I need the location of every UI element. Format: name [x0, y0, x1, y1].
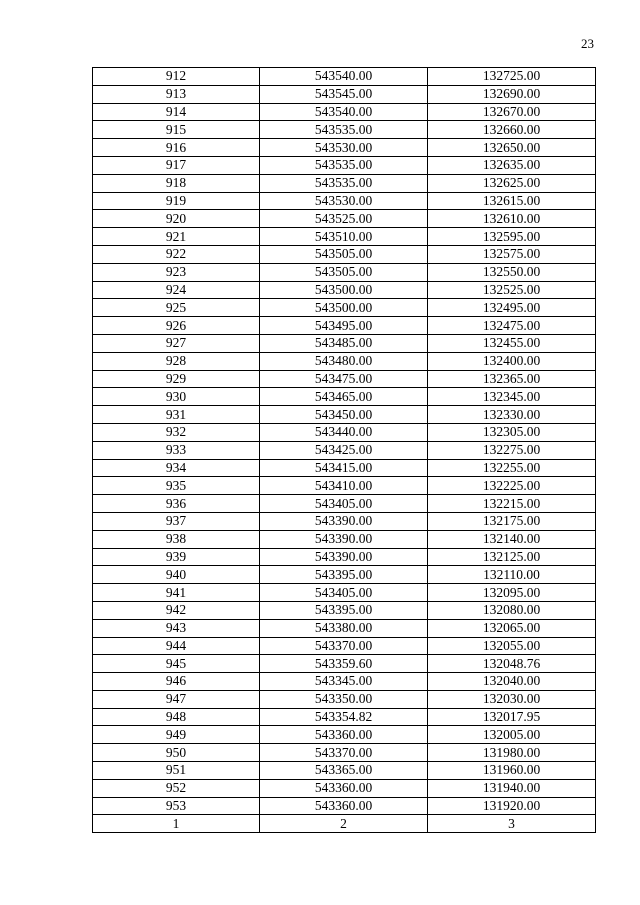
point-number-cell: 952	[93, 779, 260, 797]
x-coordinate-cell: 543405.00	[260, 584, 428, 602]
y-coordinate-cell: 132225.00	[428, 477, 596, 495]
table-row	[93, 495, 596, 513]
table-row	[93, 584, 596, 602]
point-number-cell: 912	[93, 68, 260, 86]
table-row	[93, 281, 596, 299]
x-coordinate-cell: 543465.00	[260, 388, 428, 406]
table-row	[93, 530, 596, 548]
table-row	[93, 245, 596, 263]
y-coordinate-cell: 132610.00	[428, 210, 596, 228]
page-number: 23	[581, 36, 594, 51]
x-coordinate-cell: 543390.00	[260, 512, 428, 530]
y-coordinate-cell: 132095.00	[428, 584, 596, 602]
x-coordinate-cell: 543530.00	[260, 139, 428, 157]
point-number-cell: 941	[93, 584, 260, 602]
table-row	[93, 726, 596, 744]
y-coordinate-cell: 132030.00	[428, 690, 596, 708]
x-coordinate-cell: 543395.00	[260, 601, 428, 619]
y-coordinate-cell: 132625.00	[428, 174, 596, 192]
point-number-cell: 951	[93, 762, 260, 780]
point-number-cell: 942	[93, 601, 260, 619]
y-coordinate-cell: 132040.00	[428, 673, 596, 691]
point-number-cell: 939	[93, 548, 260, 566]
y-coordinate-cell: 132275.00	[428, 441, 596, 459]
y-coordinate-cell: 132525.00	[428, 281, 596, 299]
x-coordinate-cell: 543535.00	[260, 121, 428, 139]
point-number-cell: 931	[93, 406, 260, 424]
point-number-cell: 937	[93, 512, 260, 530]
x-coordinate-cell: 543510.00	[260, 228, 428, 246]
point-number-cell: 921	[93, 228, 260, 246]
point-number-cell: 933	[93, 441, 260, 459]
y-coordinate-cell: 132305.00	[428, 423, 596, 441]
point-number-cell: 917	[93, 156, 260, 174]
table-row	[93, 299, 596, 317]
x-coordinate-cell: 543440.00	[260, 423, 428, 441]
point-number-cell: 945	[93, 655, 260, 673]
table-row	[93, 156, 596, 174]
x-coordinate-cell: 543360.00	[260, 797, 428, 815]
y-coordinate-cell: 132650.00	[428, 139, 596, 157]
table-row	[93, 619, 596, 637]
point-number-cell: 947	[93, 690, 260, 708]
point-number-cell: 927	[93, 334, 260, 352]
y-coordinate-cell: 132345.00	[428, 388, 596, 406]
coordinates-table-body	[93, 68, 596, 815]
table-row	[93, 210, 596, 228]
table-row	[93, 388, 596, 406]
x-coordinate-cell: 543354.82	[260, 708, 428, 726]
y-coordinate-cell: 132400.00	[428, 352, 596, 370]
table-row	[93, 370, 596, 388]
point-number-cell: 943	[93, 619, 260, 637]
point-number-cell: 944	[93, 637, 260, 655]
x-coordinate-cell: 543405.00	[260, 495, 428, 513]
y-coordinate-cell: 132475.00	[428, 317, 596, 335]
x-coordinate-cell: 543480.00	[260, 352, 428, 370]
y-coordinate-cell: 132615.00	[428, 192, 596, 210]
y-coordinate-cell: 132495.00	[428, 299, 596, 317]
x-coordinate-cell: 543500.00	[260, 281, 428, 299]
point-number-cell: 935	[93, 477, 260, 495]
y-coordinate-cell: 131940.00	[428, 779, 596, 797]
y-coordinate-cell: 131960.00	[428, 762, 596, 780]
table-row	[93, 459, 596, 477]
y-coordinate-cell: 132725.00	[428, 68, 596, 86]
table-row	[93, 655, 596, 673]
point-number-cell: 930	[93, 388, 260, 406]
column-number-row	[93, 815, 596, 833]
x-coordinate-cell: 543495.00	[260, 317, 428, 335]
y-coordinate-cell: 132017.95	[428, 708, 596, 726]
y-coordinate-cell: 132575.00	[428, 245, 596, 263]
table-row	[93, 797, 596, 815]
x-coordinate-cell: 543425.00	[260, 441, 428, 459]
y-coordinate-cell: 132055.00	[428, 637, 596, 655]
point-number-cell: 946	[93, 673, 260, 691]
y-coordinate-cell: 132110.00	[428, 566, 596, 584]
y-coordinate-cell: 132255.00	[428, 459, 596, 477]
y-coordinate-cell: 132048.76	[428, 655, 596, 673]
x-coordinate-cell: 543545.00	[260, 85, 428, 103]
point-number-cell: 949	[93, 726, 260, 744]
y-coordinate-cell: 132660.00	[428, 121, 596, 139]
x-coordinate-cell: 543505.00	[260, 263, 428, 281]
point-number-cell: 934	[93, 459, 260, 477]
y-coordinate-cell: 132005.00	[428, 726, 596, 744]
table-row	[93, 779, 596, 797]
point-number-cell: 953	[93, 797, 260, 815]
column-number-3: 3	[428, 815, 596, 833]
table-row	[93, 263, 596, 281]
table-row	[93, 441, 596, 459]
point-number-cell: 918	[93, 174, 260, 192]
table-row	[93, 192, 596, 210]
table-row	[93, 512, 596, 530]
table-row	[93, 744, 596, 762]
x-coordinate-cell: 543390.00	[260, 530, 428, 548]
x-coordinate-cell: 543345.00	[260, 673, 428, 691]
x-coordinate-cell: 543370.00	[260, 744, 428, 762]
point-number-cell: 923	[93, 263, 260, 281]
x-coordinate-cell: 543370.00	[260, 637, 428, 655]
y-coordinate-cell: 131980.00	[428, 744, 596, 762]
y-coordinate-cell: 132175.00	[428, 512, 596, 530]
x-coordinate-cell: 543360.00	[260, 726, 428, 744]
table-row	[93, 103, 596, 121]
point-number-cell: 924	[93, 281, 260, 299]
x-coordinate-cell: 543380.00	[260, 619, 428, 637]
x-coordinate-cell: 543540.00	[260, 68, 428, 86]
table-row	[93, 548, 596, 566]
table-row	[93, 121, 596, 139]
x-coordinate-cell: 543505.00	[260, 245, 428, 263]
x-coordinate-cell: 543359.60	[260, 655, 428, 673]
point-number-cell: 929	[93, 370, 260, 388]
x-coordinate-cell: 543475.00	[260, 370, 428, 388]
x-coordinate-cell: 543390.00	[260, 548, 428, 566]
table-row	[93, 673, 596, 691]
table-row	[93, 708, 596, 726]
table-row	[93, 637, 596, 655]
x-coordinate-cell: 543360.00	[260, 779, 428, 797]
table-row	[93, 406, 596, 424]
table-row	[93, 68, 596, 86]
coordinates-table	[92, 67, 596, 833]
table-row	[93, 334, 596, 352]
x-coordinate-cell: 543365.00	[260, 762, 428, 780]
table-row	[93, 477, 596, 495]
point-number-cell: 925	[93, 299, 260, 317]
table-row	[93, 352, 596, 370]
point-number-cell: 938	[93, 530, 260, 548]
point-number-cell: 932	[93, 423, 260, 441]
y-coordinate-cell: 132125.00	[428, 548, 596, 566]
x-coordinate-cell: 543535.00	[260, 174, 428, 192]
table-row	[93, 566, 596, 584]
point-number-cell: 916	[93, 139, 260, 157]
x-coordinate-cell: 543530.00	[260, 192, 428, 210]
table-row	[93, 228, 596, 246]
y-coordinate-cell: 132065.00	[428, 619, 596, 637]
table-row	[93, 139, 596, 157]
point-number-cell: 919	[93, 192, 260, 210]
x-coordinate-cell: 543410.00	[260, 477, 428, 495]
x-coordinate-cell: 543540.00	[260, 103, 428, 121]
column-number-2: 2	[260, 815, 428, 833]
y-coordinate-cell: 132690.00	[428, 85, 596, 103]
x-coordinate-cell: 543525.00	[260, 210, 428, 228]
x-coordinate-cell: 543350.00	[260, 690, 428, 708]
y-coordinate-cell: 132455.00	[428, 334, 596, 352]
point-number-cell: 926	[93, 317, 260, 335]
point-number-cell: 920	[93, 210, 260, 228]
y-coordinate-cell: 132215.00	[428, 495, 596, 513]
table-row	[93, 85, 596, 103]
y-coordinate-cell: 132140.00	[428, 530, 596, 548]
y-coordinate-cell: 132550.00	[428, 263, 596, 281]
x-coordinate-cell: 543485.00	[260, 334, 428, 352]
y-coordinate-cell: 132365.00	[428, 370, 596, 388]
x-coordinate-cell: 543500.00	[260, 299, 428, 317]
table-row	[93, 601, 596, 619]
point-number-cell: 936	[93, 495, 260, 513]
point-number-cell: 913	[93, 85, 260, 103]
table-row	[93, 317, 596, 335]
point-number-cell: 928	[93, 352, 260, 370]
x-coordinate-cell: 543415.00	[260, 459, 428, 477]
point-number-cell: 915	[93, 121, 260, 139]
table-row	[93, 690, 596, 708]
x-coordinate-cell: 543395.00	[260, 566, 428, 584]
table-row	[93, 423, 596, 441]
column-number-1: 1	[93, 815, 260, 833]
point-number-cell: 940	[93, 566, 260, 584]
table-row	[93, 174, 596, 192]
y-coordinate-cell: 131920.00	[428, 797, 596, 815]
y-coordinate-cell: 132595.00	[428, 228, 596, 246]
point-number-cell: 950	[93, 744, 260, 762]
y-coordinate-cell: 132080.00	[428, 601, 596, 619]
point-number-cell: 914	[93, 103, 260, 121]
point-number-cell: 948	[93, 708, 260, 726]
y-coordinate-cell: 132670.00	[428, 103, 596, 121]
table-row	[93, 762, 596, 780]
x-coordinate-cell: 543535.00	[260, 156, 428, 174]
point-number-cell: 922	[93, 245, 260, 263]
x-coordinate-cell: 543450.00	[260, 406, 428, 424]
y-coordinate-cell: 132635.00	[428, 156, 596, 174]
y-coordinate-cell: 132330.00	[428, 406, 596, 424]
